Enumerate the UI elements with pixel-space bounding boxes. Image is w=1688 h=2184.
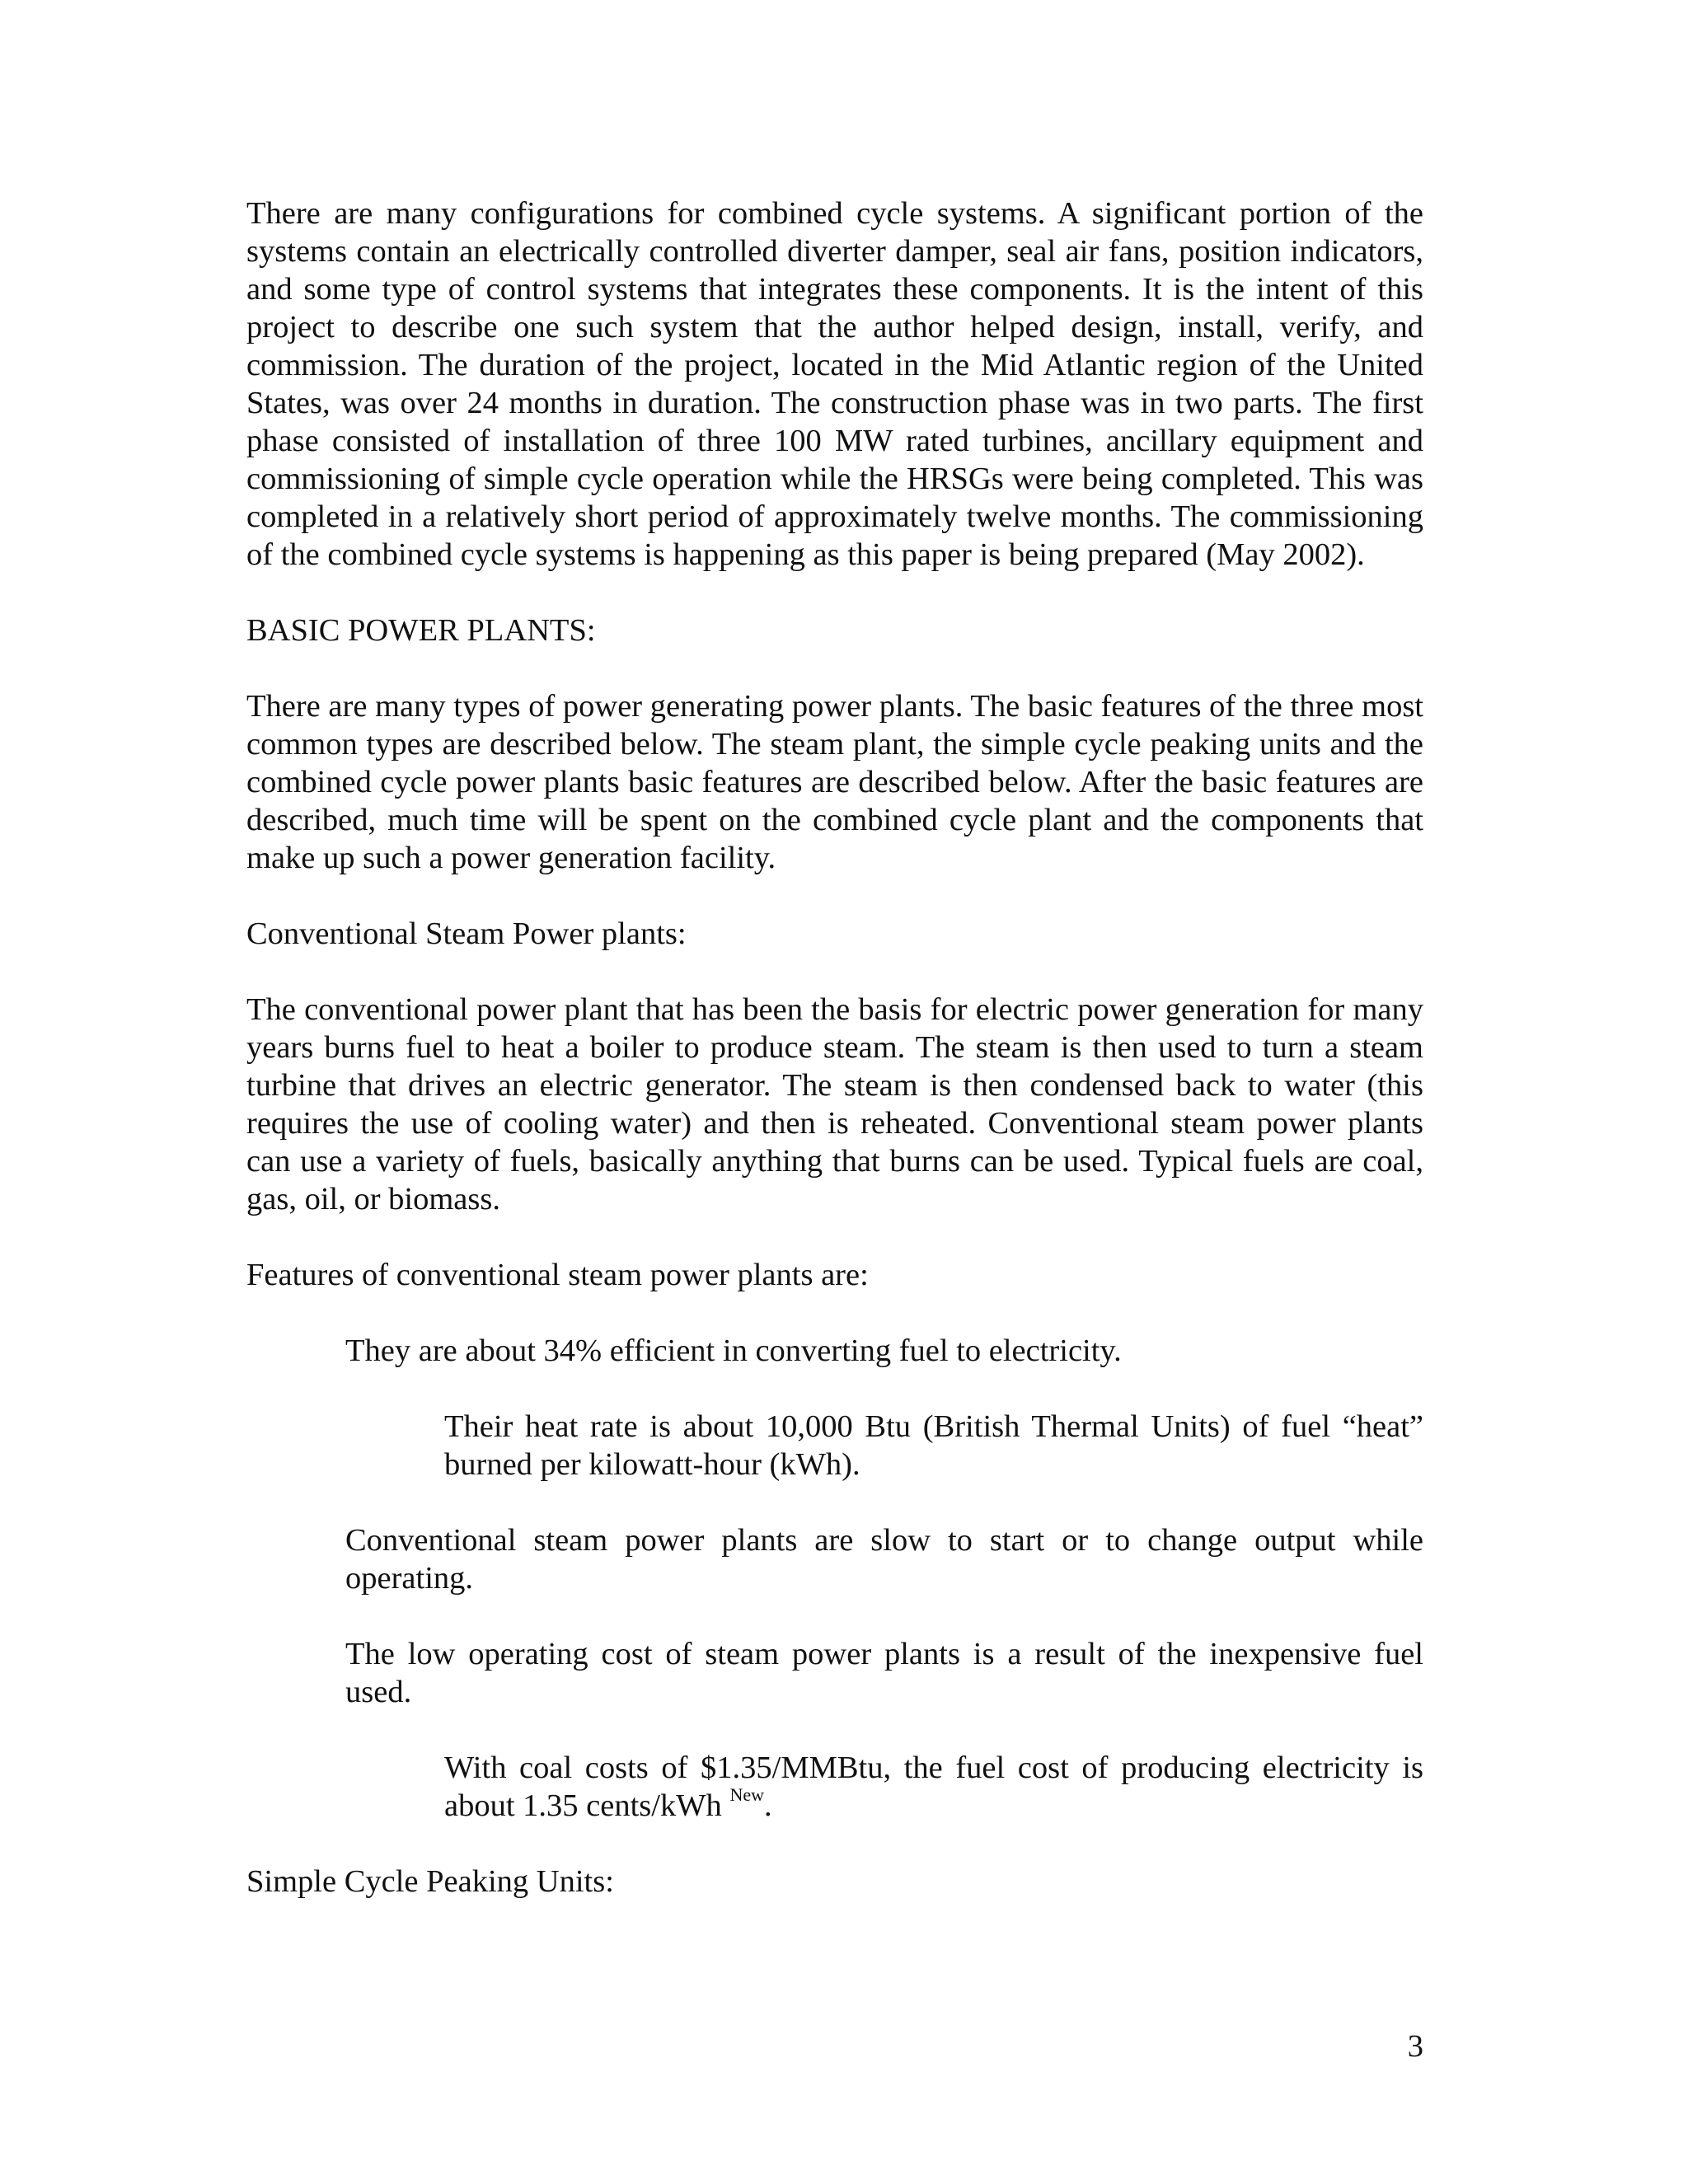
intro-paragraph: There are many configurations for combined cycle systems. A significant portion of the systems contain an electrically controlled diverter damper, seal air fans, position indicators, and some type of control systems that integrates these components. It is the intent of this project to describe one such system that the author helped design, install, verify, and commission. The duration of the project, located in the Mid Atlantic region of the United States, was over 24 months in duration. The construction phase was in two parts. The first phase consisted of installation of three 100 MW rated turbines, ancillary equipment and commissioning of simple cycle operation while the HRSGs were being completed. This was completed in a relatively short period of approximately twelve months. The commissioning of the combined cycle systems is happening as this paper is being prepared (May 2002).: [246, 196, 1423, 572]
feature-efficiency: They are about 34% efficient in converting fuel to electricity.: [345, 1333, 1122, 1368]
feature-heat-rate: Their heat rate is about 10,000 Btu (British Thermal Units) of fuel “heat” burned per kilowatt-hour (kWh).: [444, 1409, 1423, 1482]
feature-operating-cost: The low operating cost of steam power plants is a result of the inexpensive fuel used.: [345, 1637, 1423, 1709]
feature-coal-cost-period: .: [763, 1788, 772, 1823]
subsection-heading-conventional-steam: Conventional Steam Power plants:: [246, 916, 687, 951]
feature-coal-cost-superscript: New: [729, 1784, 764, 1806]
basic-power-plants-paragraph: There are many types of power generating power plants. The basic features of the three most common types are described below. The steam plant, the simple cycle peaking units and the combined cycle power plants basic features are described below. After the basic features are described, much time will be spent on the combined cycle plant and the components that make up such a power generation facility.: [246, 689, 1423, 875]
features-heading: Features of conventional steam power plants are:: [246, 1258, 869, 1292]
page-number: 3: [1407, 2029, 1423, 2064]
feature-slow-start: Conventional steam power plants are slow to start or to change output while operating.: [345, 1523, 1423, 1596]
feature-coal-cost: [444, 1749, 1423, 1825]
feature-coal-cost-text: With coal costs of $1.35/MMBtu, the fuel cost of producing electricity is about 1.35 cents/kWh: [444, 1750, 1423, 1823]
subsection-heading-simple-cycle: Simple Cycle Peaking Units:: [246, 1864, 614, 1899]
section-heading-basic-power-plants: BASIC POWER PLANTS:: [246, 613, 596, 648]
conventional-steam-paragraph: The conventional power plant that has been the basis for electric power generation for many years burns fuel to heat a boiler to produce steam. The steam is then used to turn a steam turbine that drives an electric generator. The steam is then condensed back to water (this requires the use of cooling water) and then is reheated. Conventional steam power plants can use a variety of fuels, basically anything that burns can be used. Typical fuels are coal, gas, oil, or biomass.: [246, 992, 1423, 1216]
document-body: [246, 194, 1423, 1938]
